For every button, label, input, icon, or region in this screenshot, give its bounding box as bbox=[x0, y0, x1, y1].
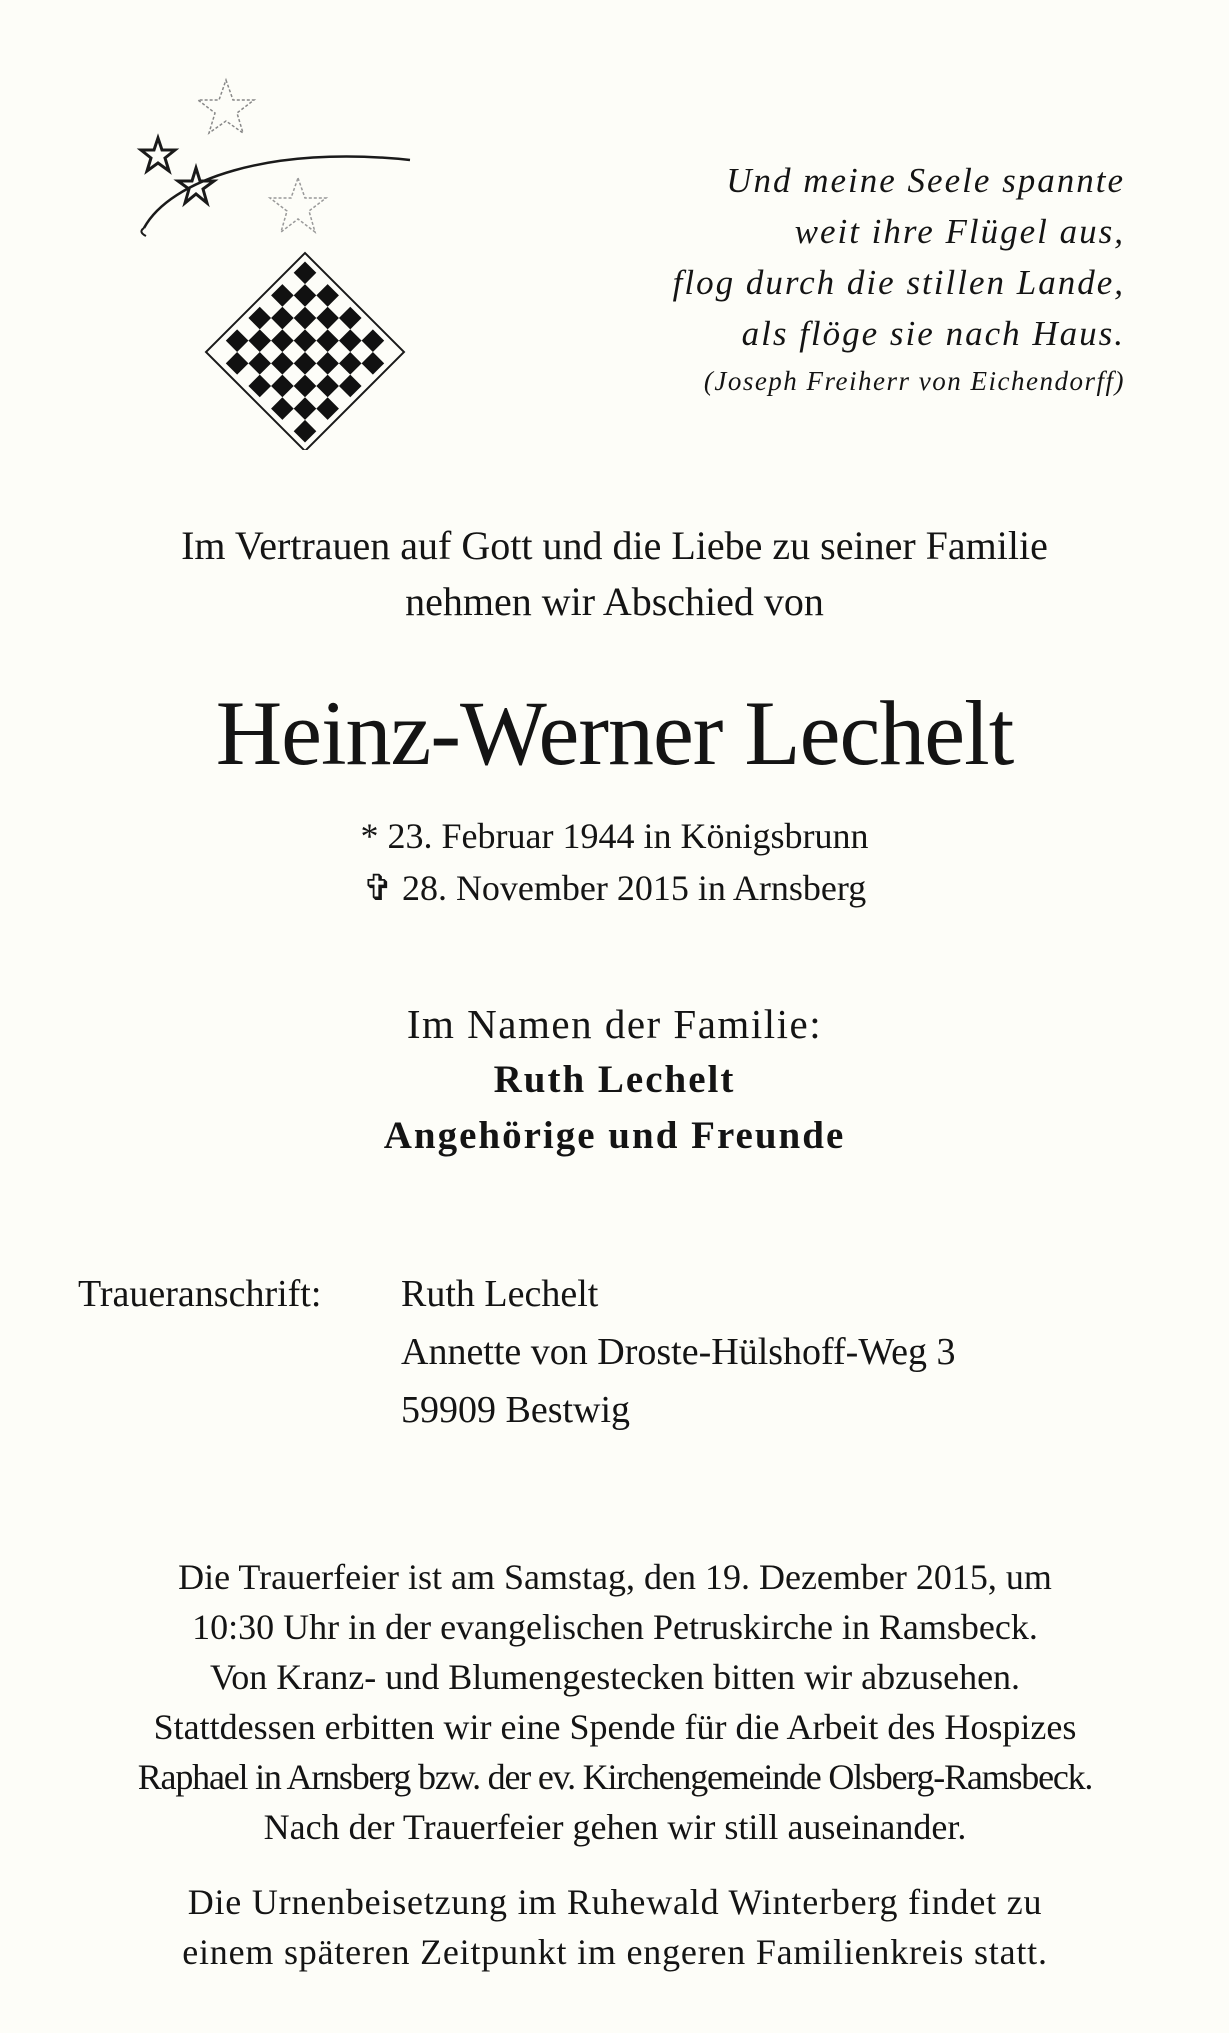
address-line: Annette von Droste-Hülshoff-Weg 3 bbox=[401, 1331, 956, 1373]
burial-line: einem späteren Zeitpunkt im engeren Familienkreis statt. bbox=[182, 1932, 1048, 1972]
intro-line: nehmen wir Abschied von bbox=[405, 579, 824, 624]
poem-author: (Joseph Freiherr von Eichendorff) bbox=[703, 366, 1125, 396]
checkerboard-diamond-icon bbox=[206, 253, 404, 450]
death-date: 28. November 2015 in Arnsberg bbox=[401, 868, 867, 908]
poem bbox=[565, 155, 1125, 401]
ceremony-line: Stattdessen erbitten wir eine Spende für die Arbeit des Hospizes bbox=[153, 1707, 1077, 1747]
ceremony-line: 10:30 Uhr in der evangelischen Petruskirche in Ramsbeck. bbox=[192, 1607, 1038, 1647]
ceremony-line: Von Kranz- und Blumengestecken bitten wir abzusehen. bbox=[209, 1657, 1021, 1697]
shooting-stars-icon bbox=[141, 80, 410, 236]
life-dates bbox=[0, 810, 1229, 914]
family-intro: Im Namen der Familie: bbox=[406, 1001, 823, 1047]
poem-line: Und meine Seele spannte bbox=[726, 161, 1125, 200]
ceremony-line: Nach der Trauerfeier gehen wir still auseinander. bbox=[263, 1807, 967, 1847]
address-lines bbox=[401, 1265, 956, 1439]
ceremony-line: Raphael in Arnsberg bzw. der ev. Kirchengemeinde Olsberg-Ramsbeck. bbox=[137, 1757, 1093, 1797]
death-date-row bbox=[0, 862, 1229, 914]
address-line: Ruth Lechelt bbox=[401, 1273, 599, 1315]
poem-line: weit ihre Flügel aus, bbox=[794, 212, 1125, 251]
address-line: 59909 Bestwig bbox=[401, 1389, 631, 1431]
family-name: Angehörige und Freunde bbox=[383, 1114, 846, 1157]
burial-line: Die Urnenbeisetzung im Ruhewald Winterberg findet zu bbox=[187, 1882, 1043, 1922]
address-label: Traueranschrift: bbox=[78, 1273, 322, 1315]
ceremony-info bbox=[60, 1552, 1170, 1852]
cross-icon: ✞ bbox=[362, 868, 393, 908]
emblem bbox=[130, 60, 450, 450]
birth-date: * 23. Februar 1944 in Königsbrunn bbox=[360, 816, 869, 856]
burial-info bbox=[60, 1877, 1170, 1977]
family-block bbox=[0, 996, 1229, 1164]
intro-line: Im Vertrauen auf Gott und die Liebe zu seiner Familie bbox=[181, 523, 1048, 568]
poem-line: als flöge sie nach Haus. bbox=[741, 314, 1125, 353]
ceremony-line: Die Trauerfeier ist am Samstag, den 19. Dezember 2015, um bbox=[178, 1557, 1052, 1597]
family-name: Ruth Lechelt bbox=[493, 1058, 736, 1101]
deceased-name: Heinz-Werner Lechelt bbox=[215, 682, 1014, 784]
intro-text bbox=[0, 518, 1229, 630]
poem-line: flog durch die stillen Lande, bbox=[672, 263, 1125, 302]
